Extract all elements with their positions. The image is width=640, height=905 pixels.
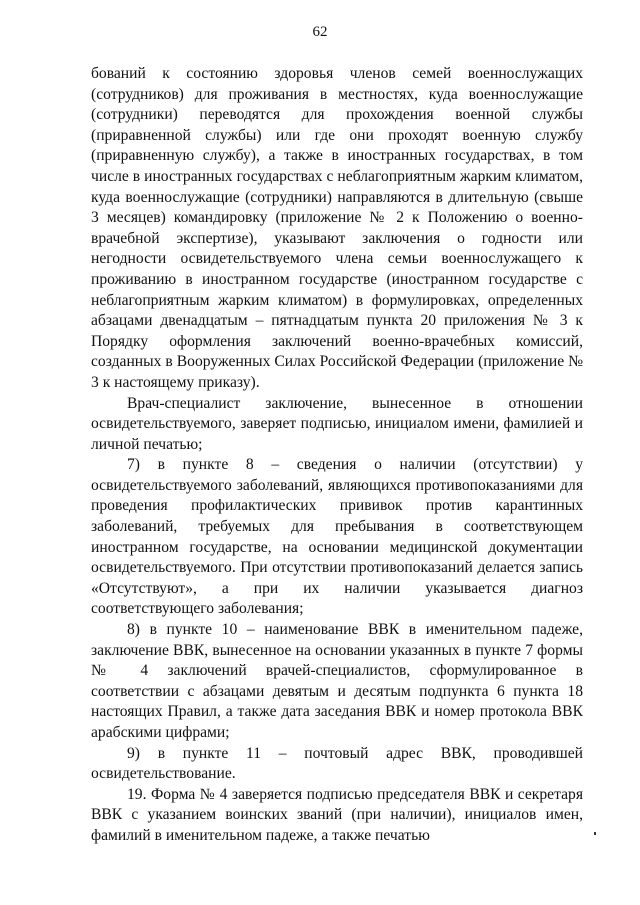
paragraph-section-19: 19. Форма № 4 заверяется подписью председателя ВВК и секретаря ВВК с указанием воинских званий (при наличии), инициалов имен, фамилий в именительном падеже, а также печатью [91,785,583,844]
scan-speck [594,832,596,835]
paragraph-item-9: 9) в пункте 11 – почтовый адрес ВВК, проводившей освидетельствование. [91,744,583,783]
page-number: 62 [312,24,328,40]
paragraph-requirements-continuation: бований к состоянию здоровья членов семей военнослужащих (сотрудников) для проживания в местностях, куда военнослужащие (сотрудники) переводятся для прохождения военной службы (приравненной службы) или где они проходят военную службу (приравненную службу), а также в иностранных государствах, в том числе в иностранных государствах с неблагоприятным жарким климатом, куда военнослужащие (сотрудники) направляются в длительную (свыше 3 месяцев) командировку (приложение № 2 к Положению о военно-врачебной экспертизе), указывают заключения о годности или негодности освидетельствуемого члена семьи военнослужащего к проживанию в иностранном государстве (иностранном государстве с неблагоприятным жарким климатом) в формулировках, определенных абзацами двенадцатым – пятнадцатым пункта 20 приложения № 3 к Порядку оформления заключений военно-врачебных комиссий, созданных в Вооруженных Силах Российской Федерации (приложение № 3 к настоящему приказу). [91,65,583,391]
paragraph-item-7: 7) в пункте 8 – сведения о наличии (отсутствии) у освидетельствуемого заболеваний, являющихся противопоказаниями для проведения профилактических прививок против карантинных заболеваний, требуемых для пребывания в соответствующем иностранном государстве, на основании медицинской документации освидетельствуемого. При отсутствии противопоказаний делается запись «Отсутствуют», а при их наличии указывается диагноз соответствующего заболевания; [91,456,583,618]
document-body [91,64,583,847]
paragraph-specialist-signature: Врач-специалист заключение, вынесенное в отношении освидетельствуемого, заверяет подписью, инициалом имени, фамилией и личной печатью; [91,394,583,453]
paragraph-item-8: 8) в пункте 10 – наименование ВВК в именительном падеже, заключение ВВК, вынесенное на основании указанных в пункте 7 формы № 4 заключений врачей-специалистов, сформулированное в соответствии с абзацами девятым и десятым подпункта 6 пункта 18 настоящих Правил, а также дата заседания ВВК и номер протокола ВВК арабскими цифрами; [91,621,583,741]
